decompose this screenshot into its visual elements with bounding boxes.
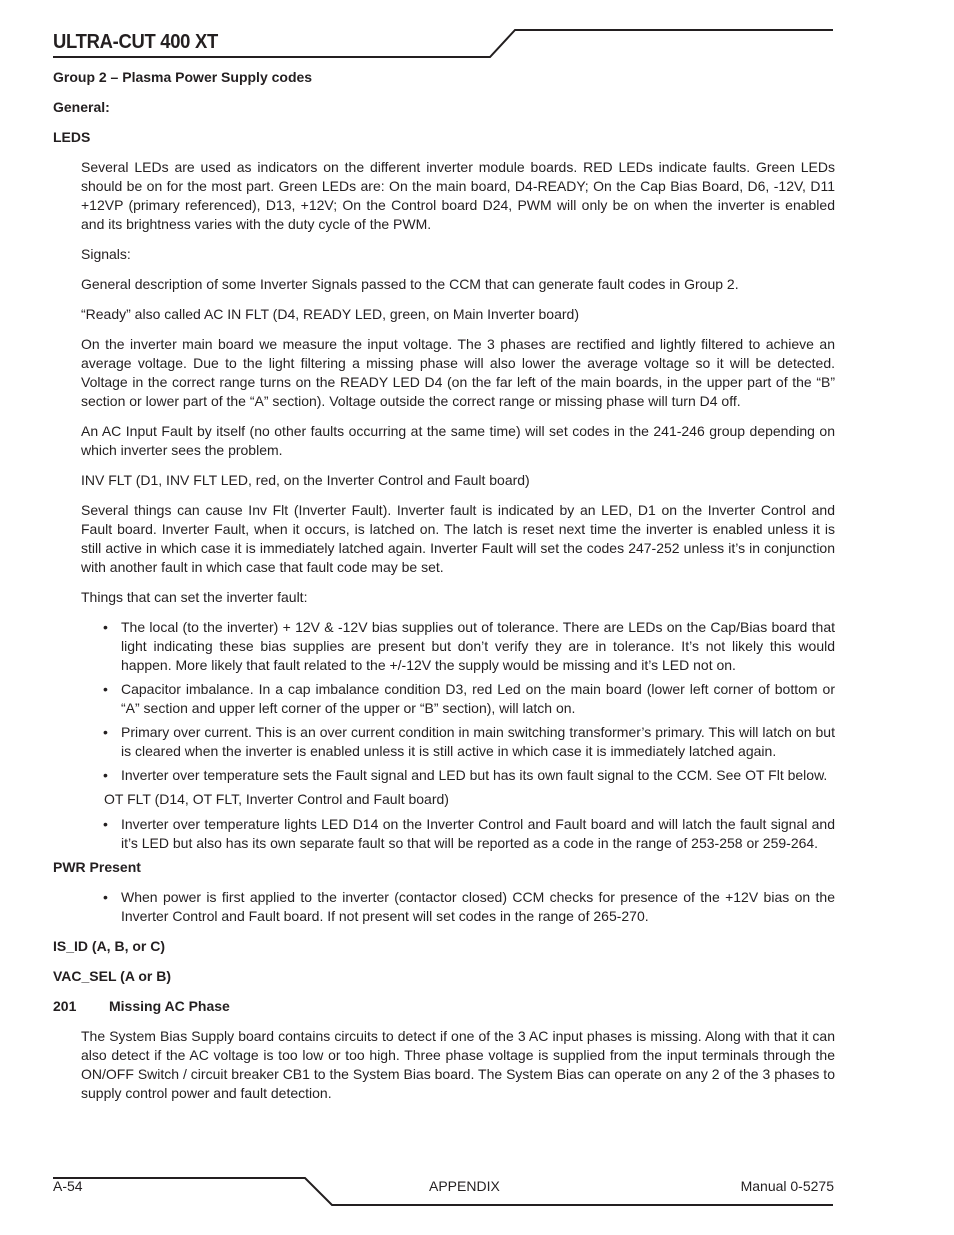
ot-flt-list (53, 815, 835, 853)
bullet-icon: • (103, 767, 108, 783)
paragraph-inv-flt: INV FLT (D1, INV FLT LED, red, on the Inverter Control and Fault board) (81, 472, 530, 488)
pwr-present-heading: PWR Present (53, 859, 141, 875)
paragraph-ready: “Ready” also called AC IN FLT (D4, READY LED, green, on Main Inverter board) (81, 306, 579, 322)
document-title: ULTRA-CUT 400 XT (53, 31, 218, 53)
paragraph-ot-flt: OT FLT (D14, OT FLT, Inverter Control and Fault board) (104, 791, 449, 807)
vac-sel-heading: VAC_SEL (A or B) (53, 968, 171, 984)
paragraph-inverter-fault: Several things can cause Inv Flt (Inverter Fault). Inverter fault is indicated by an LED, D1 on the Inverter Control and Fault board. Inverter Fault, when it occurs, is latched on. The latch is reset next time the inverter is enabled unless it is still active in which case it is immediately latched again. Inverter Fault will set the codes 247-252 unless it’s in conjunction with another fault in which case that fault code may be set. (81, 502, 835, 575)
bullet-icon: • (103, 816, 108, 832)
pwr-present-list (53, 888, 835, 926)
section-201-heading (53, 997, 835, 1016)
paragraph-leds: Several LEDs are used as indicators on the different inverter module boards. RED LEDs indicate faults. Green LEDs should be on for the most part. Green LEDs are: On the main board, D4-READY; On the Cap Bias Board, D6, -12V, D11 +12VP (primary referenced), D13, +12V; On the Control board D24, PWM will only be on when the inverter is enabled and its brightness varies with the duty cycle of the PWM. (81, 159, 835, 232)
list-item: • Primary over current. This is an over current condition in main switching transformer’s primary. This will latch on but is cleared when the inverter is enabled unless it is still active in which case it is immediately latched again. (103, 724, 835, 759)
paragraph-input-voltage: On the inverter main board we measure the input voltage. The 3 phases are rectified and lightly filtered to achieve an average voltage. Due to the light filtering a missing phase will also lower the average voltage so it will be detected. Voltage in the correct range turns on the READY LED D4 (on the far left of the main boards, in the upper part of the “B” section or lower part of the “A” section). Voltage outside the correct range or missing phase will turn D4 off. (81, 336, 835, 409)
bullet-icon: • (103, 619, 108, 635)
paragraph-signals-desc: General description of some Inverter Signals passed to the CCM that can generate fault codes in Group 2. (81, 276, 739, 292)
list-item: • Inverter over temperature sets the Fault signal and LED but has its own fault signal to the CCM. See OT Flt below. (103, 767, 828, 783)
page-content (53, 66, 835, 1103)
is-id-heading: IS_ID (A, B, or C) (53, 938, 166, 954)
fault-causes-list (53, 618, 835, 785)
paragraph-missing-phase: The System Bias Supply board contains circuits to detect if one of the 3 AC input phases is missing. Along with that it can also detect if the AC voltage is too low or too high. Three phase voltage is supplied from the input terminals through the ON/OFF Switch / circuit breaker CB1 to the System Bias board. The System Bias can operate on any 2 of the 3 phases to supply control power and fault detection. (81, 1028, 835, 1101)
section-number: 201 (53, 998, 77, 1014)
bullet-icon: • (103, 889, 108, 905)
manual-number: Manual 0-5275 (740, 1178, 834, 1194)
footer-section: APPENDIX (429, 1178, 500, 1194)
paragraph-ac-input-fault: An AC Input Fault by itself (no other faults occurring at the same time) will set codes in the 241-246 group depending on which inverter sees the problem. (81, 423, 835, 458)
list-item: • When power is first applied to the inverter (contactor closed) CCM checks for presence of the +12V bias on the Inverter Control and Fault board. If not present will set codes in the range of 265-270. (103, 889, 835, 924)
list-item: • Capacitor imbalance. In a cap imbalance condition D3, red Led on the main board (lower left corner of bottom or “A” section and upper left corner of the upper or “B” section), will latch on. (103, 681, 835, 716)
paragraph-things: Things that can set the inverter fault: (81, 589, 308, 605)
general-heading: General: (53, 99, 110, 115)
group-heading: Group 2 – Plasma Power Supply codes (53, 69, 313, 85)
list-item: • The local (to the inverter) + 12V & -12V bias supplies out of tolerance. There are LEDs on the Cap/Bias board that light indicating these bias supplies are present but don’t verify they are in tolerance. It’s not likely this would happen. More likely that fault related to the +/-12V the supply would be missing and it’s LED not on. (103, 619, 835, 673)
bullet-icon: • (103, 681, 108, 697)
bullet-icon: • (103, 724, 108, 740)
page-number: A-54 (53, 1178, 83, 1194)
list-item: • Inverter over temperature lights LED D14 on the Inverter Control and Fault board and will latch the fault signal and it’s LED but also has its own separate fault so that will be reported as a code in the range of 253-258 or 259-264. (103, 816, 835, 851)
section-title: Missing AC Phase (109, 998, 230, 1014)
leds-heading: LEDS (53, 129, 91, 145)
paragraph-signals: Signals: (81, 246, 131, 262)
